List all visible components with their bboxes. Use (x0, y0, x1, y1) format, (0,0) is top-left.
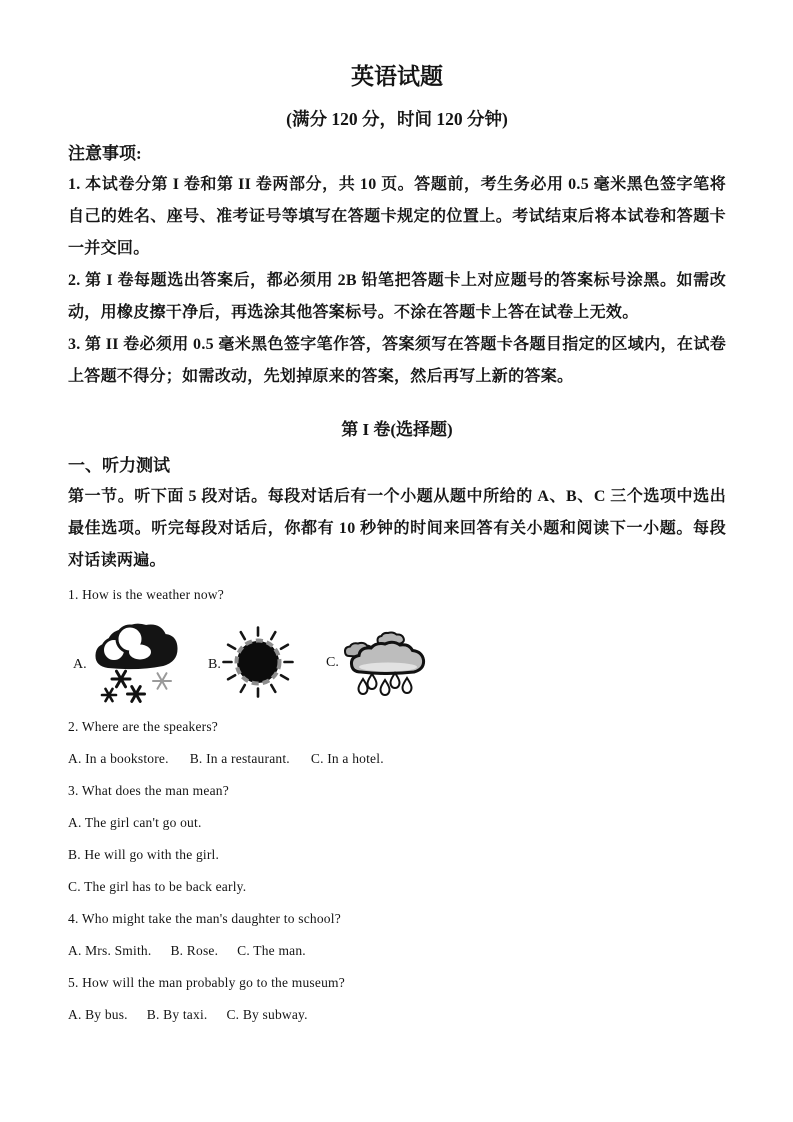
notice-item-1: 1. 本试卷分第 I 卷和第 II 卷两部分，共 10 页。答题前，考生务必用 0.5 毫米黑色签字笔将自己的姓名、座号、准考证号等填写在答题卡规定的位置上。考试结束后将本试卷和答题卡一并交回。 (68, 176, 726, 257)
question-4-options (68, 943, 726, 958)
question-2-options (68, 751, 726, 766)
weather-rain-icon (344, 631, 428, 702)
q2-option-b: B. In a restaurant. (189, 751, 290, 766)
notice-item-3: 3. 第 II 卷必须用 0.5 毫米黑色签字笔作答，答案须写在答题卡各题目指定的区域内，在试卷上答题不得分；如需改动，先划掉原来的答案，然后再写上新的答案。 (68, 336, 726, 385)
q4-option-a: A. Mrs. Smith. (68, 943, 152, 958)
listening-instructions: 第一节。听下面 5 段对话。每段对话后有一个小题从题中所给的 A、B、C 三个选项中选出最佳选项。听完每段对话后，你都有 10 秒钟的时间来回答有关小题和阅读下一小题。每段对话读两遍。 (68, 488, 726, 569)
question-5-text: 5. How will the man probably go to the museum? (68, 975, 345, 990)
part-heading: 一、听力测试 (68, 456, 170, 475)
option-b-label: B. (208, 657, 221, 672)
q2-option-a: A. In a bookstore. (68, 751, 169, 766)
page-subtitle: (满分 120 分，时间 120 分钟) (286, 109, 508, 129)
q4-option-c: C. The man. (237, 943, 306, 958)
question-1-options-row (68, 619, 726, 715)
q3-option-a: A. The girl can't go out. (68, 815, 202, 830)
q3-option-c: C. The girl has to be back early. (68, 879, 247, 894)
q5-option-a: A. By bus. (68, 1007, 128, 1022)
weather-snow-icon (93, 621, 179, 712)
question-5-options (68, 1007, 726, 1022)
q5-option-c: C. By subway. (226, 1007, 308, 1022)
q3-option-b: B. He will go with the girl. (68, 847, 220, 862)
weather-sun-icon (220, 623, 300, 708)
question-2-text: 2. Where are the speakers? (68, 719, 218, 734)
option-a-label: A. (73, 657, 87, 672)
q5-option-b: B. By taxi. (146, 1007, 208, 1022)
question-1-text: 1. How is the weather now? (68, 587, 224, 602)
question-3-text: 3. What does the man mean? (68, 783, 229, 798)
q4-option-b: B. Rose. (170, 943, 219, 958)
page-title: 英语试题 (351, 64, 443, 89)
notice-item-2: 2. 第 I 卷每题选出答案后，都必须用 2B 铅笔把答题卡上对应题号的答案标号涂黑。如需改动，用橡皮擦干净后，再选涂其他答案标号。不涂在答题卡上答在试卷上无效。 (68, 272, 726, 321)
question-4-text: 4. Who might take the man's daughter to school? (68, 911, 341, 926)
option-c-label: C. (326, 655, 339, 670)
notice-heading: 注意事项: (68, 144, 142, 163)
q2-option-c: C. In a hotel. (310, 751, 384, 766)
section-heading: 第 I 卷(选择题) (341, 420, 453, 439)
